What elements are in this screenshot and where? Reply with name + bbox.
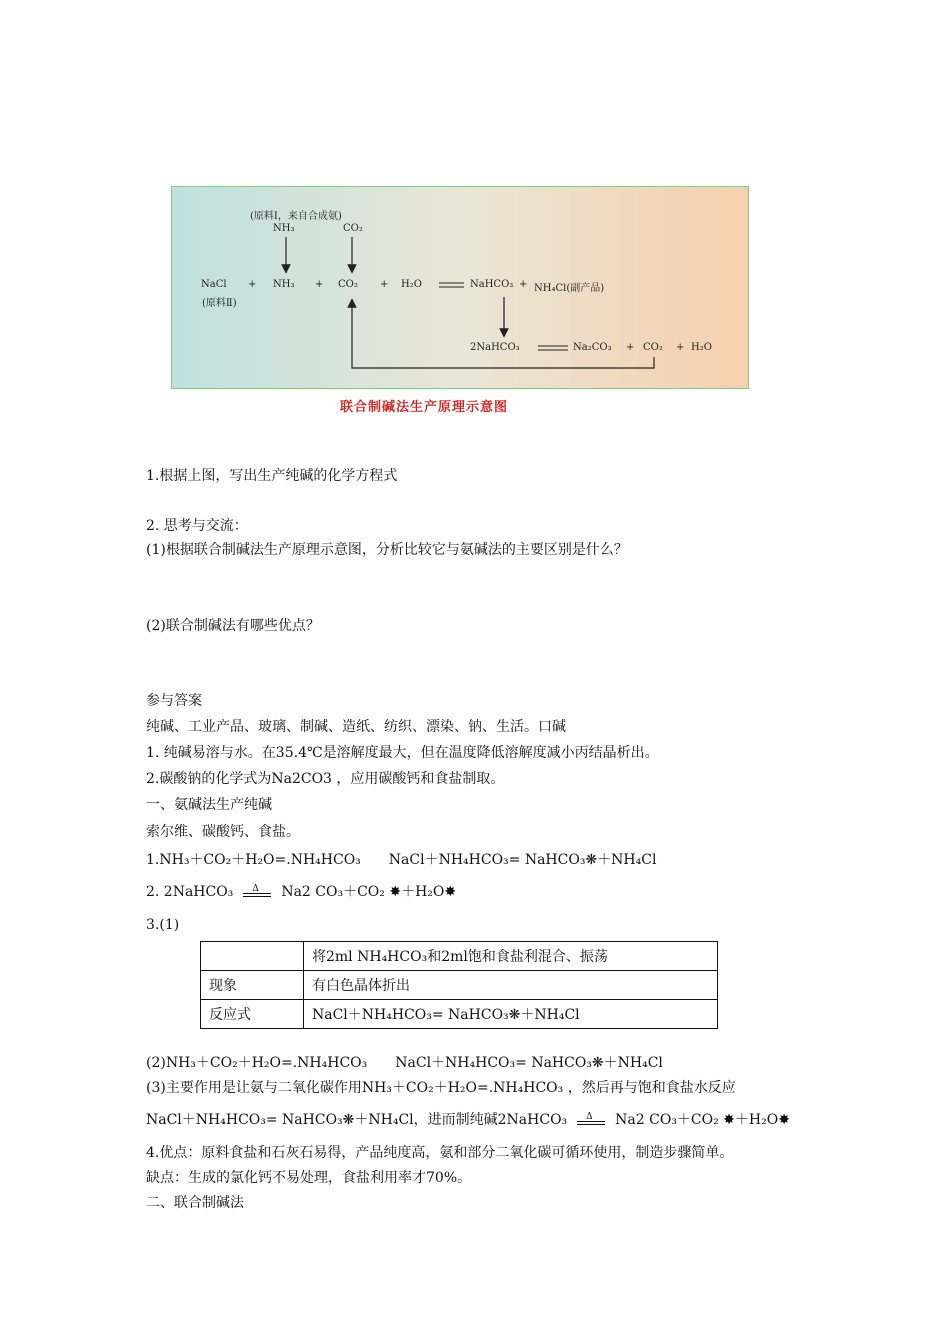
answer-line: 3.(1) xyxy=(146,917,180,933)
table-row xyxy=(201,971,718,1000)
step2-h2o: H₂O xyxy=(691,342,712,353)
equation-part: Na2 CO₃＋CO₂ ✸＋H₂O✸ xyxy=(615,1112,790,1128)
delta-symbol: Δ xyxy=(252,884,259,894)
table-cell: 将2ml NH₄HCO₃和2ml饱和食盐利混合、振荡 xyxy=(304,942,718,971)
table-row xyxy=(201,942,718,971)
section-heading-2: 二、联合制碱法 xyxy=(146,1195,244,1211)
reaction-plus: + xyxy=(248,279,257,290)
reaction-plus: + xyxy=(380,279,389,290)
table-row xyxy=(201,1000,718,1029)
answer-equation: 1.NH₃＋CO₂＋H₂O=.NH₄HCO₃ NaCl＋NH₄HCO₃= NaHCO₃❋＋NH₄Cl xyxy=(146,852,657,868)
production-diagram xyxy=(171,186,749,389)
experiment-table xyxy=(200,941,718,1029)
table-cell xyxy=(201,942,304,971)
answer-line: 2.碳酸钠的化学式为Na2CO3 ，应用碳酸钙和食盐制取。 xyxy=(146,771,505,787)
reaction-nh4cl: NH₄Cl(副产品) xyxy=(534,283,605,294)
answer-line: 纯碱、工业产品、玻璃、制碱、造纸、纺织、漂染、钠、生活。口碱 xyxy=(146,719,566,735)
table-cell: 有白色晶体折出 xyxy=(304,971,718,1000)
equation-part: Na2 CO₃＋CO₂ ✸＋H₂O✸ xyxy=(281,884,457,900)
step2-na2co3: Na₂CO₃ xyxy=(573,342,612,353)
answer-line: 1. 纯碱易溶与水。在35.4℃是溶解度最大，但在温度降低溶解度减小丙结晶析出。 xyxy=(146,745,659,761)
section-heading-1: 一、氨碱法生产纯碱 xyxy=(146,797,272,813)
top-co2-label: CO₂ xyxy=(343,223,363,234)
answer-line: 索尔维、碳酸钙、食盐。 xyxy=(146,824,300,840)
answer-equation: (2)NH₃＋CO₂＋H₂O=.NH₄HCO₃ NaCl＋NH₄HCO₃= NaHCO₃❋＋NH₄Cl xyxy=(146,1055,663,1071)
question-2-2: (2)联合制碱法有哪些优点？ xyxy=(146,618,320,634)
reaction-co2: CO₂ xyxy=(338,279,358,290)
answer-equation xyxy=(146,882,456,902)
answer-line: 缺点：生成的氯化钙不易处理，食盐利用率才70%。 xyxy=(146,1170,472,1186)
co2-recycle-arrow xyxy=(352,303,654,368)
answer-line: 4.优点：原料食盐和石灰石易得，产品纯度高，氨和部分二氧化碳可循环使用，制造步骤简单。 xyxy=(146,1145,734,1161)
heat-equals-sign xyxy=(577,1110,605,1130)
question-1: 1.根据上图，写出生产纯碱的化学方程式 xyxy=(146,468,398,484)
table-cell: 反应式 xyxy=(201,1000,304,1029)
reaction-plus: + xyxy=(315,279,324,290)
step2-plus: + xyxy=(626,342,635,353)
answer-line: (3)主要作用是让氨与二氧化碳作用NH₃＋CO₂＋H₂O=.NH₄HCO₃ ，然后再与饱和食盐水反应 xyxy=(146,1080,736,1096)
answer-equation xyxy=(146,1110,790,1130)
raw-material-1-note: (原料Ⅰ，来自合成氨) xyxy=(250,211,342,222)
top-nh3-label: NH₃ xyxy=(273,223,295,234)
equation-part: NaCl＋NH₄HCO₃= NaHCO₃❋＋NH₄Cl，进而制纯碱2NaHCO₃ xyxy=(146,1112,568,1128)
reaction-plus: + xyxy=(519,279,528,290)
question-2-1: (1)根据联合制碱法生产原理示意图，分析比较它与氨碱法的主要区别是什么？ xyxy=(146,542,628,558)
raw-material-2-note: (原料Ⅱ) xyxy=(202,298,237,309)
question-2: 2. 思考与交流： xyxy=(146,518,248,534)
table-cell: 现象 xyxy=(201,971,304,1000)
reaction-h2o: H₂O xyxy=(401,279,422,290)
heat-equals-sign xyxy=(243,882,271,902)
reaction-nh3: NH₃ xyxy=(273,279,295,290)
step2-plus: + xyxy=(676,342,685,353)
equation-part: 2. 2NaHCO₃ xyxy=(146,884,234,900)
reaction-nacl: NaCl xyxy=(201,279,227,290)
diagram-arrows xyxy=(172,187,750,390)
delta-symbol: Δ xyxy=(586,1112,593,1122)
reaction-nahco3: NaHCO₃ xyxy=(470,279,514,290)
table-cell: NaCl＋NH₄HCO₃= NaHCO₃❋＋NH₄Cl xyxy=(304,1000,718,1029)
answers-title: 参与答案 xyxy=(146,693,202,709)
step2-co2: CO₂ xyxy=(643,342,663,353)
diagram-caption: 联合制碱法生产原理示意图 xyxy=(340,400,509,415)
step2-2nahco3: 2NaHCO₃ xyxy=(470,342,520,353)
